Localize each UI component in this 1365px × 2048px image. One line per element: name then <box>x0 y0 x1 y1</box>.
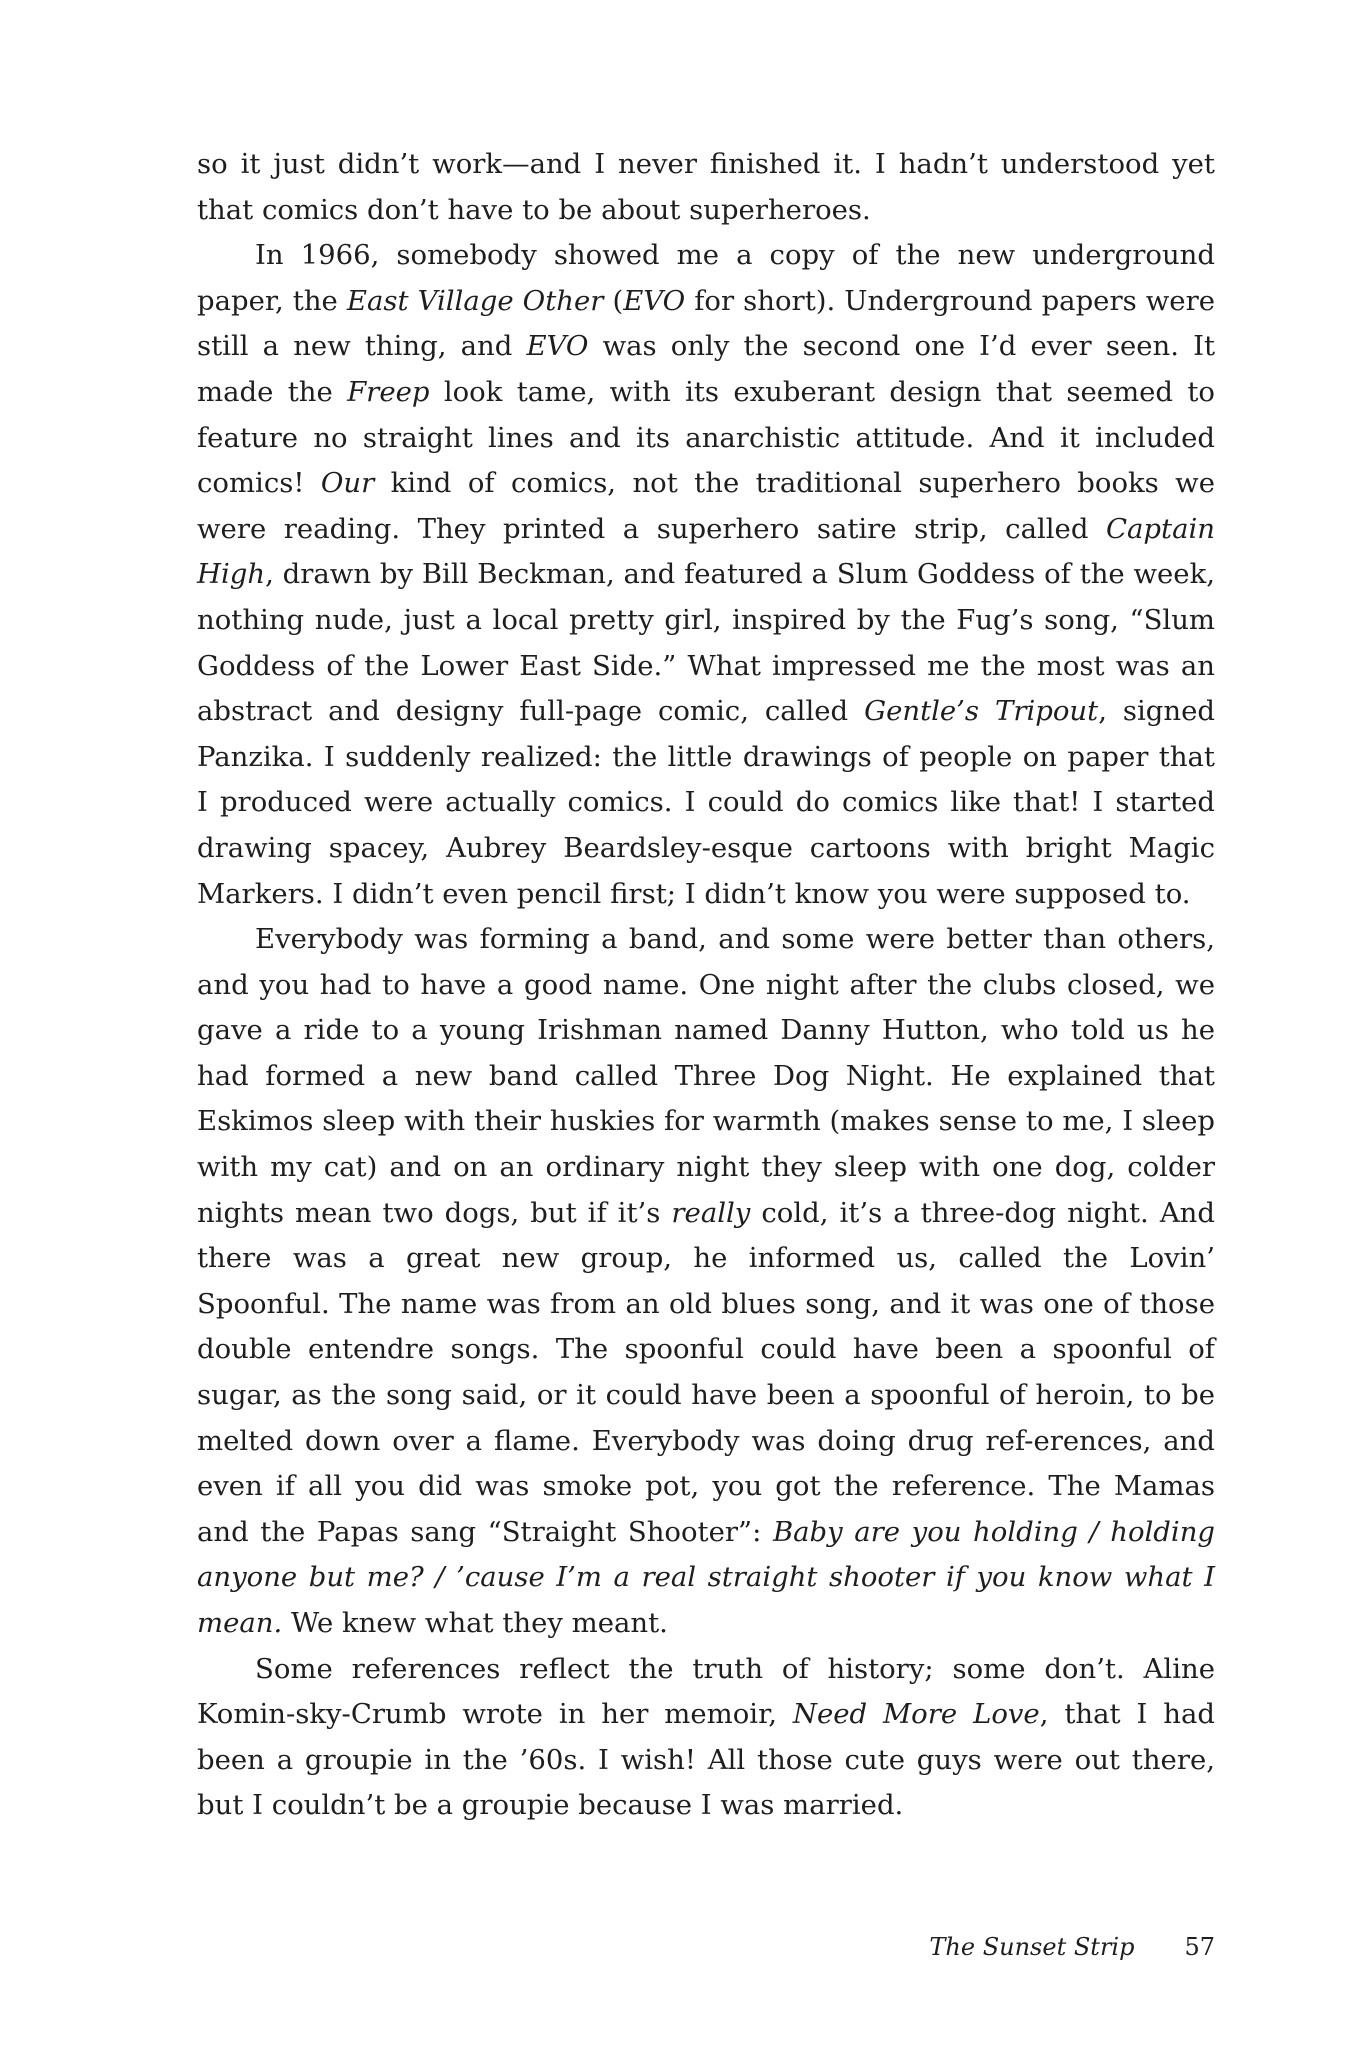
text-run: , drawn by Bill Beckman, and featured a Slum Goddess of the week, nothing nude, just a local pretty girl, inspired by the Fug’s song, “Slum Goddess of the Lower East Side.” What impressed me the most was an abstract and designy full-page comic, called <box>197 558 1215 728</box>
body-text <box>197 142 1215 1829</box>
text-run: Everybody was forming a band, and some were better than others, and you had to have a good name. One night after the clubs closed, we gave a ride to a young Irishman named Danny Hutton, who told us he had formed a new band called Three Dog Night. He explained that Eskimos sleep with their huskies for warmth (makes sense to me, I sleep with my cat) and on an ordinary night they sleep with one dog, colder nights mean two dogs, but if it’s <box>197 923 1215 1229</box>
italic-title: Need More Love <box>792 1698 1040 1731</box>
italic-title: EVO <box>526 330 589 363</box>
text-run: was only the second one I’d ever seen. It made the <box>197 330 1215 408</box>
paragraph-2 <box>197 233 1215 917</box>
italic-title: Gentle’s Tripout <box>864 695 1099 728</box>
page-number: 57 <box>1184 1933 1215 1961</box>
italic-title: Captain High <box>197 512 1215 591</box>
text-run: cold, it’s a three-dog night. And there was a great new group, he informed us, called the Lovin’ Spoonful. The name was from an old blues song, and it was one of those double entendre songs. The spoonful could have been a spoonful of sugar, as the song said, or it could have been a spoonful of heroin, to be melted down over a flame. Everybody was doing drug ref-erences, and even if all you did was smoke pot, you got the reference. The Mamas and the Papas sang “Straight Shooter”: <box>197 1196 1215 1548</box>
text-run: Some references reflect the truth of history; some don’t. Aline Komin-sky-Crumb wrote in her memoir, <box>197 1652 1215 1731</box>
italic-emphasis: really <box>671 1196 751 1229</box>
text-run: look tame, with its exuberant design that seemed to feature no straight lines and its anarchistic attitude. And it included comics! <box>197 375 1215 500</box>
paragraph-3 <box>197 917 1215 1647</box>
italic-lyrics: Baby are you holding / holding anyone but me? / ’cause I’m a real straight shooter if you know what I mean. <box>197 1515 1216 1639</box>
italic-title: EVO <box>623 284 686 317</box>
paragraph-4 <box>197 1647 1215 1829</box>
italic-emphasis: Our <box>320 467 375 500</box>
text-run: We knew what they meant. <box>282 1607 668 1639</box>
paragraph-1 <box>197 142 1215 233</box>
text-run: so it just didn’t work—and I never finished it. I hadn’t understood yet that comics don’t have to be about superheroes. <box>197 148 1215 226</box>
page-footer <box>929 1933 1215 1961</box>
italic-title: Freep <box>347 375 430 408</box>
text-run: kind of comics, not the traditional superhero books we were reading. They printed a superhero satire strip, called <box>197 467 1215 545</box>
text-run: , signed Panzika. I suddenly realized: the little drawings of people on paper that I produced were actually comics. I could do comics like that! I started drawing spacey, Aubrey Beardsley-esque cartoons with bright Magic Markers. I didn’t even pencil first; I didn’t know you were supposed to. <box>197 695 1215 910</box>
text-run: for short). Underground papers were still a new thing, and <box>197 284 1215 363</box>
text-run: In 1966, somebody showed me a copy of the new underground paper, the <box>197 239 1215 317</box>
running-head: The Sunset Strip <box>929 1933 1135 1961</box>
italic-title: East Village Other <box>346 284 604 317</box>
text-run: , that I had been a groupie in the ’60s. I wish! All those cute guys were out there, but I couldn’t be a groupie because I was married. <box>197 1698 1216 1822</box>
text-run: ( <box>603 284 624 317</box>
